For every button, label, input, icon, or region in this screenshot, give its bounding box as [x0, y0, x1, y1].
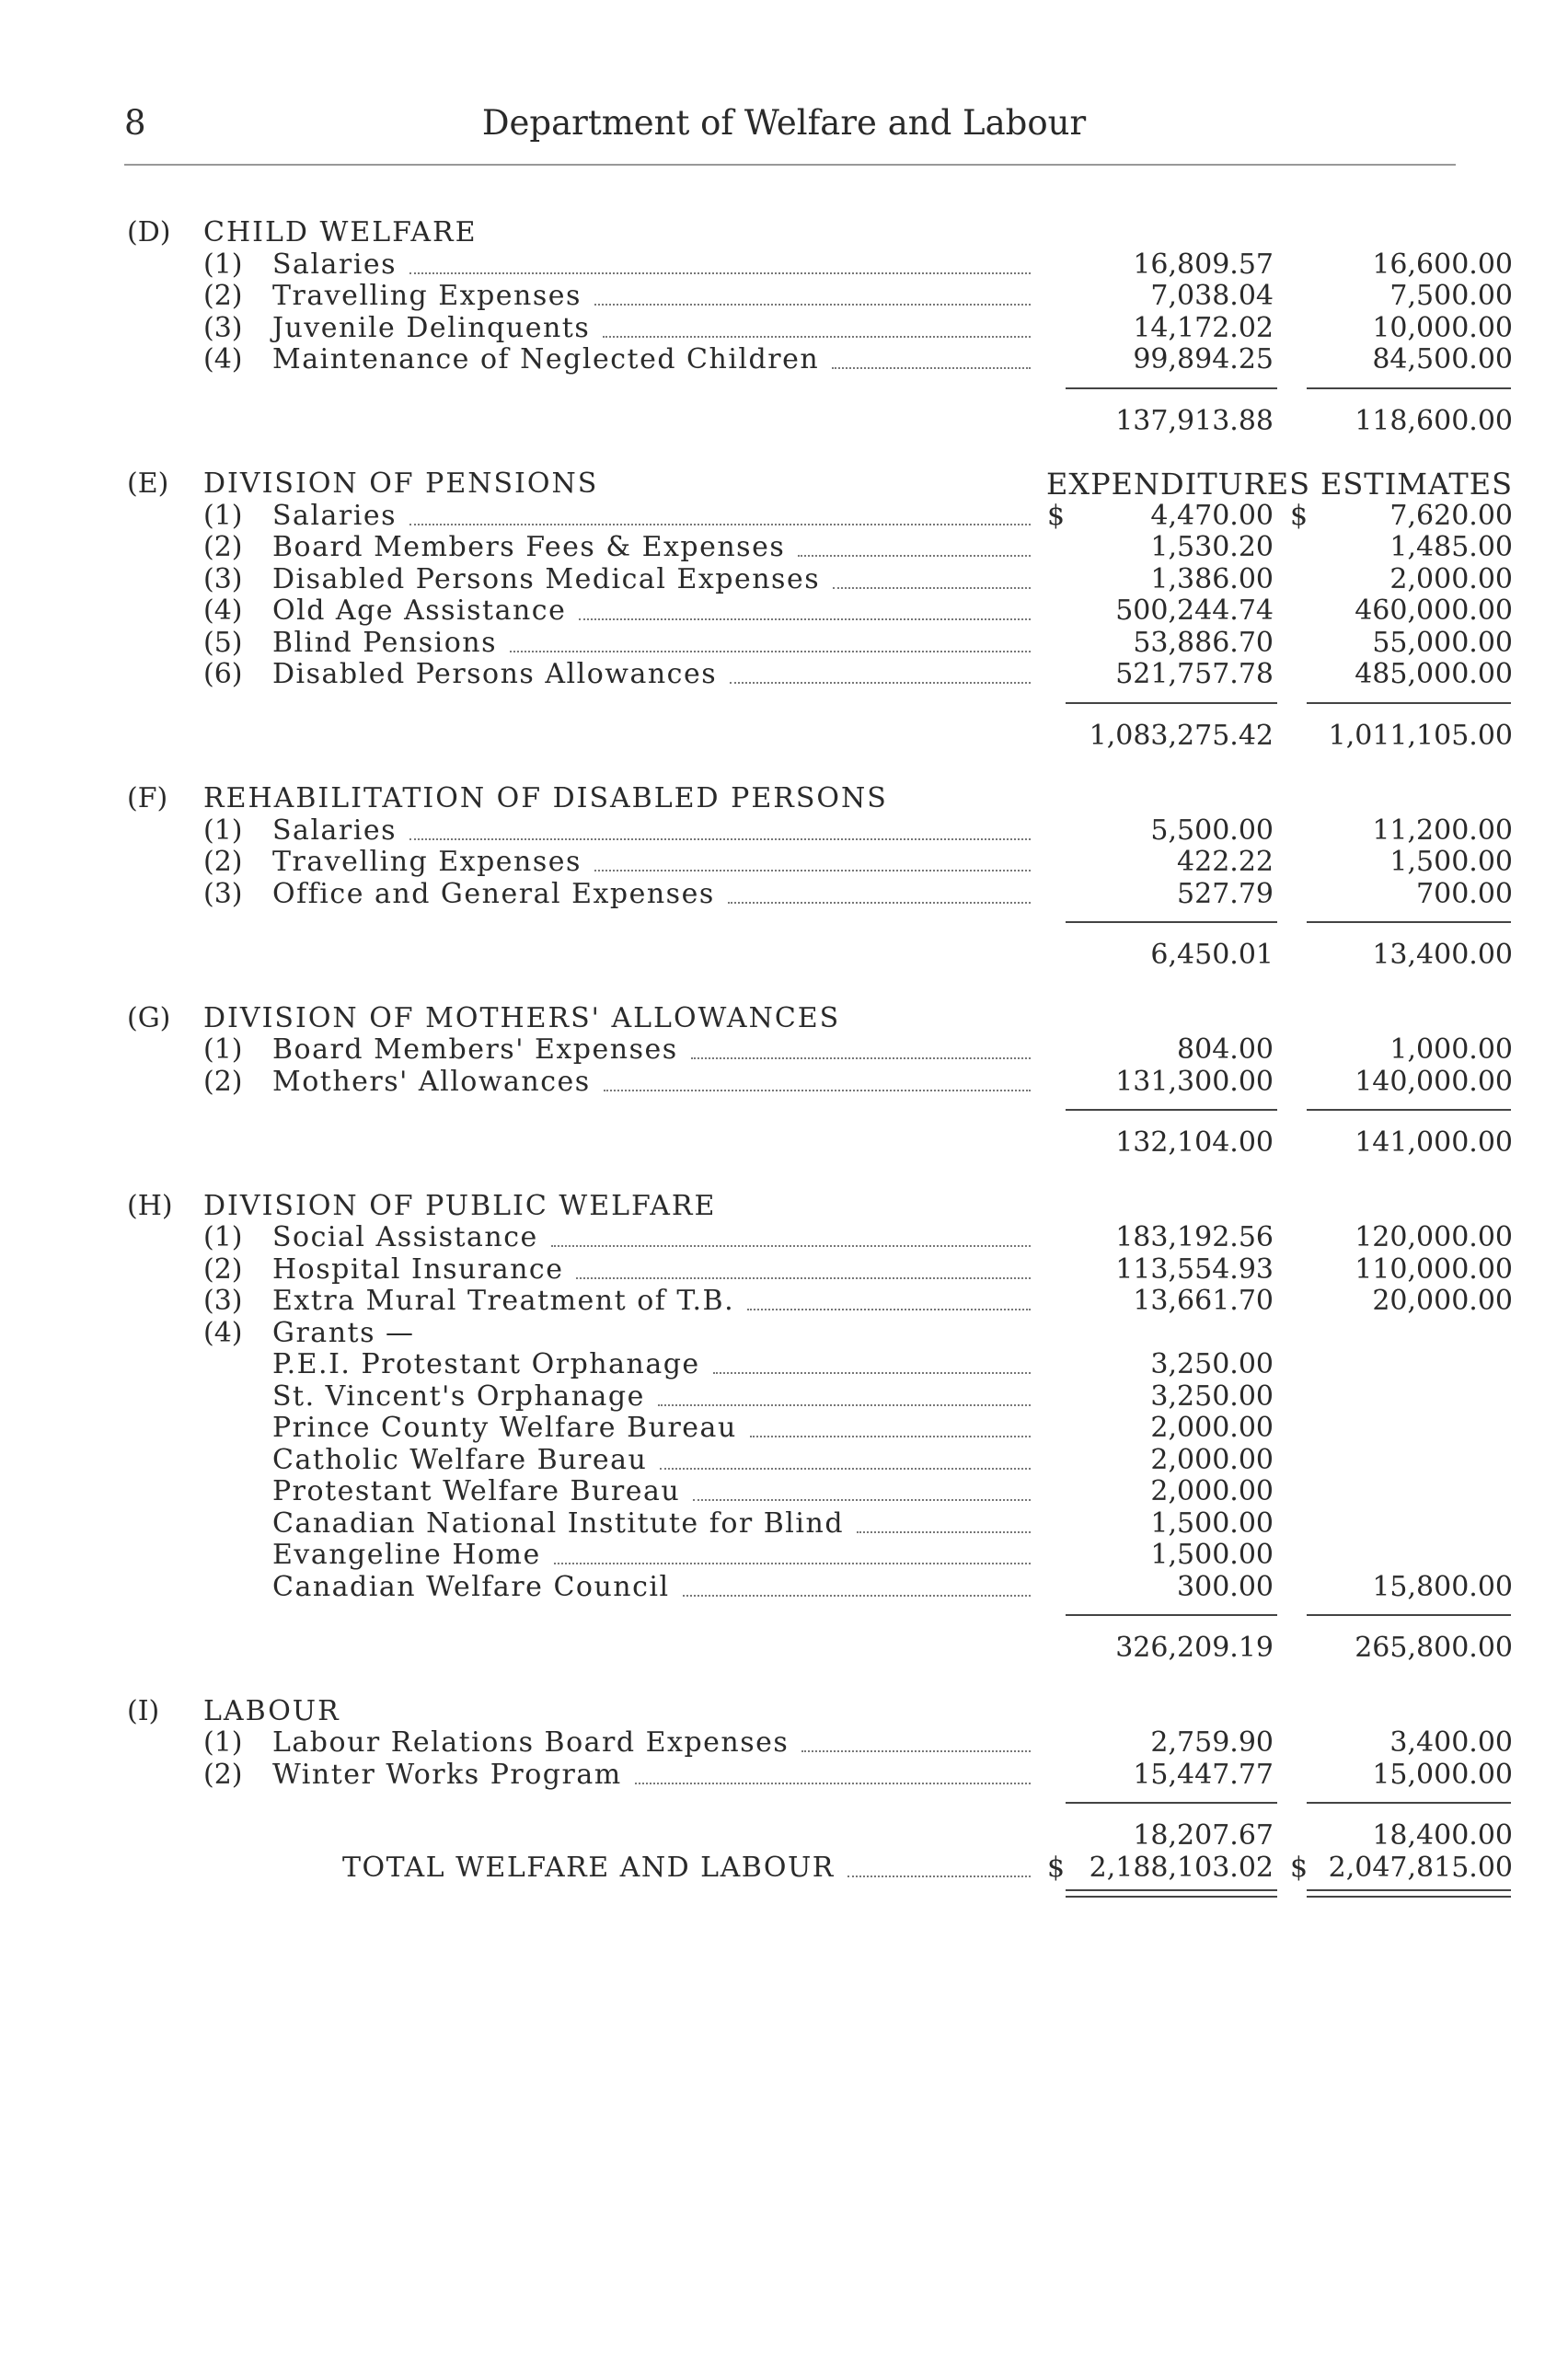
- item-number: (4): [203, 1316, 243, 1349]
- column-header-estimates: ESTIMATES: [1320, 467, 1513, 502]
- currency-symbol: $: [1047, 499, 1066, 532]
- section-total-expenditure: 326,209.19: [1115, 1632, 1274, 1664]
- section-total-expenditure: 6,450.01: [1150, 939, 1274, 971]
- list-item: [0, 628, 1568, 659]
- dot-leader: [683, 1595, 1031, 1597]
- subtotal-rule: [1066, 1614, 1277, 1616]
- dot-leader: [409, 272, 1031, 274]
- expenditure-value: 527.79: [1177, 877, 1274, 910]
- expenditure-value: 300.00: [1177, 1570, 1274, 1603]
- expenditure-value: 99,894.25: [1133, 343, 1274, 375]
- dot-leader: [857, 1531, 1031, 1533]
- expenditure-value: 804.00: [1177, 1033, 1274, 1066]
- item-number: (1): [203, 1221, 243, 1253]
- item-label: Labour Relations Board Expenses: [272, 1726, 790, 1759]
- section-total: [0, 1127, 1568, 1159]
- item-number: (2): [203, 280, 243, 312]
- list-item: [0, 815, 1568, 847]
- page-number: 8: [124, 103, 146, 143]
- item-label: Hospital Insurance: [272, 1252, 564, 1286]
- item-label: Disabled Persons Medical Expenses: [272, 562, 821, 595]
- item-label: Travelling Expenses: [272, 280, 582, 312]
- subtotal-rule: [1066, 1802, 1277, 1804]
- section-heading: [0, 468, 1568, 500]
- item-label: Catholic Welfare Bureau: [272, 1443, 648, 1476]
- item-number: (4): [203, 343, 243, 375]
- section-letter: (E): [127, 467, 169, 500]
- item-label: Disabled Persons Allowances: [272, 658, 718, 690]
- item-number: (1): [203, 1726, 243, 1759]
- dot-leader: [551, 1245, 1031, 1247]
- estimate-value: 460,000.00: [1355, 594, 1513, 627]
- grand-total-label: TOTAL WELFARE AND LABOUR: [342, 1851, 835, 1884]
- item-label: Prince County Welfare Bureau: [272, 1412, 737, 1444]
- dot-leader: [730, 682, 1031, 684]
- list-item: [0, 313, 1568, 344]
- expenditure-value: 53,886.70: [1133, 626, 1274, 659]
- section-heading: [0, 1191, 1568, 1222]
- expenditure-value: 422.22: [1177, 846, 1274, 878]
- currency-symbol: $: [1290, 1851, 1309, 1884]
- item-label: Protestant Welfare Bureau: [272, 1475, 681, 1507]
- list-item: [0, 532, 1568, 563]
- dot-leader: [713, 1372, 1031, 1374]
- estimate-value: 7,500.00: [1389, 280, 1513, 312]
- section-heading: [0, 1696, 1568, 1727]
- page-title: Department of Welfare and Labour: [481, 103, 1087, 143]
- item-label: P.E.I. Protestant Orphanage: [272, 1348, 700, 1380]
- list-item: [0, 1286, 1568, 1317]
- estimate-value: 10,000.00: [1372, 311, 1513, 344]
- expenditure-value: 521,757.78: [1115, 658, 1274, 690]
- dot-leader: [603, 336, 1031, 338]
- estimate-value: 20,000.00: [1372, 1285, 1513, 1317]
- item-label: Salaries: [272, 814, 398, 847]
- estimate-value: 3,400.00: [1389, 1726, 1513, 1759]
- expenditure-value: 16,809.57: [1133, 248, 1274, 281]
- list-item: [0, 1222, 1568, 1253]
- item-number: (4): [203, 594, 243, 627]
- dot-leader: [693, 1499, 1031, 1501]
- expenditure-value: 1,530.20: [1150, 531, 1274, 563]
- list-item: [0, 1034, 1568, 1066]
- dot-leader: [832, 367, 1031, 369]
- subtotal-rule: [1066, 387, 1277, 389]
- section-total-expenditure: 18,207.67: [1133, 1819, 1274, 1852]
- dot-leader: [801, 1750, 1031, 1752]
- estimate-value: 15,000.00: [1372, 1758, 1513, 1791]
- section-title: REHABILITATION OF DISABLED PERSONS: [203, 782, 888, 814]
- estimate-value: 1,500.00: [1389, 846, 1513, 878]
- list-item: [0, 879, 1568, 910]
- estimate-value: 110,000.00: [1355, 1252, 1513, 1286]
- item-number: (1): [203, 814, 243, 847]
- expenditure-value: 2,759.90: [1150, 1726, 1274, 1759]
- estimate-value: 15,800.00: [1372, 1570, 1513, 1603]
- list-item: [0, 344, 1568, 375]
- list-item: [0, 1318, 1568, 1349]
- dot-leader: [798, 555, 1031, 557]
- list-item: [0, 501, 1568, 532]
- dot-leader: [409, 524, 1031, 525]
- item-number: (2): [203, 1252, 243, 1286]
- list-item: [0, 249, 1568, 281]
- currency-symbol: $: [1290, 499, 1309, 532]
- expenditure-value: 183,192.56: [1115, 1221, 1274, 1253]
- item-label: Maintenance of Neglected Children: [272, 343, 820, 375]
- expenditure-value: 2,000.00: [1150, 1475, 1274, 1507]
- estimate-value: 2,000.00: [1389, 562, 1513, 595]
- section-title: CHILD WELFARE: [203, 216, 478, 248]
- section-heading: [0, 783, 1568, 814]
- section-total-expenditure: 132,104.00: [1115, 1126, 1274, 1159]
- subtotal-rule: [1307, 1614, 1511, 1616]
- list-item: [0, 281, 1568, 312]
- dot-leader: [691, 1057, 1031, 1059]
- grand-total-estimate: 2,047,815.00: [1328, 1851, 1513, 1884]
- expenditure-value: 1,500.00: [1150, 1506, 1274, 1540]
- expenditure-value: 7,038.04: [1150, 280, 1274, 312]
- section-heading: [0, 1003, 1568, 1034]
- section-total: [0, 1633, 1568, 1664]
- item-number: (3): [203, 311, 243, 344]
- section-letter: (G): [127, 1001, 171, 1034]
- item-label: Juvenile Delinquents: [272, 311, 591, 344]
- section-total-estimate: 265,800.00: [1355, 1632, 1513, 1664]
- section-title: DIVISION OF PUBLIC WELFARE: [203, 1189, 717, 1222]
- estimate-value: 55,000.00: [1372, 626, 1513, 659]
- section-total-estimate: 18,400.00: [1372, 1819, 1513, 1852]
- list-item: [0, 659, 1568, 690]
- list-item: [0, 1727, 1568, 1759]
- column-header-expenditures: EXPENDITURES: [1045, 467, 1310, 502]
- section-title: LABOUR: [203, 1694, 340, 1727]
- dot-leader: [510, 651, 1031, 652]
- expenditure-value: 3,250.00: [1150, 1348, 1274, 1380]
- subtotal-rule: [1066, 921, 1277, 923]
- expenditure-value: 1,386.00: [1150, 562, 1274, 595]
- item-label: Evangeline Home: [272, 1539, 541, 1571]
- dot-leader: [728, 902, 1031, 904]
- subtotal-rule: [1066, 1109, 1277, 1111]
- section-total-estimate: 13,400.00: [1372, 939, 1513, 971]
- item-label: Extra Mural Treatment of T.B.: [272, 1285, 735, 1317]
- section-letter: (D): [127, 216, 171, 248]
- subtotal-rule: [1307, 1109, 1511, 1111]
- list-item: [0, 1349, 1568, 1380]
- estimate-value: 140,000.00: [1355, 1065, 1513, 1098]
- item-label: Board Members Fees & Expenses: [272, 531, 786, 563]
- section-total-expenditure: 137,913.88: [1115, 404, 1274, 437]
- estimate-value: 84,500.00: [1372, 343, 1513, 375]
- section-title: DIVISION OF MOTHERS' ALLOWANCES: [203, 1001, 841, 1034]
- item-number: (3): [203, 1285, 243, 1317]
- dot-leader: [594, 870, 1031, 871]
- dot-leader: [747, 1309, 1031, 1310]
- expenditure-value: 2,000.00: [1150, 1443, 1274, 1476]
- item-label: Social Assistance: [272, 1221, 538, 1253]
- item-label: St. Vincent's Orphanage: [272, 1379, 645, 1413]
- section-letter: (F): [127, 782, 168, 814]
- section-heading: [0, 217, 1568, 248]
- list-item: [0, 1760, 1568, 1791]
- section-total: [0, 1820, 1568, 1852]
- estimate-value: 120,000.00: [1355, 1221, 1513, 1253]
- estimate-value: 7,620.00: [1389, 499, 1513, 532]
- dot-leader: [635, 1783, 1031, 1784]
- grand-total-row: [0, 1852, 1568, 1884]
- expenditure-value: 2,000.00: [1150, 1412, 1274, 1444]
- list-item: [0, 1572, 1568, 1603]
- subtotal-rule: [1307, 1802, 1511, 1804]
- item-number: (3): [203, 562, 243, 595]
- item-number: (1): [203, 499, 243, 532]
- section-total-estimate: 1,011,105.00: [1328, 719, 1513, 752]
- list-item: [0, 1067, 1568, 1098]
- section-title: DIVISION OF PENSIONS: [203, 467, 599, 500]
- section-letter: (I): [127, 1694, 160, 1727]
- item-number: (5): [203, 626, 243, 659]
- section-total: [0, 940, 1568, 971]
- subtotal-rule: [1066, 702, 1277, 704]
- item-number: (2): [203, 1758, 243, 1791]
- item-label: Mothers' Allowances: [272, 1065, 591, 1098]
- dot-leader: [409, 838, 1031, 840]
- item-label: Office and General Expenses: [272, 877, 715, 910]
- section-letter: (H): [127, 1189, 173, 1222]
- list-item: [0, 1540, 1568, 1571]
- expenditure-value: 15,447.77: [1133, 1758, 1274, 1791]
- dot-leader: [847, 1875, 1031, 1877]
- subtotal-rule: [1307, 921, 1511, 923]
- list-item: [0, 1254, 1568, 1286]
- item-label: Blind Pensions: [272, 626, 497, 659]
- item-label: Old Age Assistance: [272, 594, 567, 627]
- double-rule: [1307, 1889, 1511, 1898]
- list-item: [0, 1413, 1568, 1444]
- item-label: Grants —: [272, 1316, 415, 1349]
- expenditure-value: 500,244.74: [1115, 594, 1274, 627]
- section-total-estimate: 141,000.00: [1355, 1126, 1513, 1159]
- item-label: Winter Works Program: [272, 1758, 622, 1791]
- dot-leader: [660, 1468, 1031, 1470]
- item-label: Salaries: [272, 248, 398, 281]
- grand-total-expenditure: 2,188,103.02: [1089, 1851, 1274, 1884]
- subtotal-rule: [1307, 387, 1511, 389]
- estimate-value: 485,000.00: [1355, 658, 1513, 690]
- section-total: [0, 721, 1568, 752]
- item-label: Canadian National Institute for Blind: [272, 1506, 845, 1540]
- expenditure-value: 4,470.00: [1150, 499, 1274, 532]
- double-rule: [1066, 1889, 1277, 1898]
- list-item: [0, 564, 1568, 595]
- item-number: (2): [203, 1065, 243, 1098]
- section-total-expenditure: 1,083,275.42: [1089, 719, 1274, 752]
- dot-leader: [554, 1563, 1031, 1564]
- item-number: (6): [203, 658, 243, 690]
- estimate-value: 1,485.00: [1389, 531, 1513, 563]
- expenditure-value: 14,172.02: [1133, 311, 1274, 344]
- item-label: Travelling Expenses: [272, 846, 582, 878]
- expenditure-value: 3,250.00: [1150, 1379, 1274, 1413]
- dot-leader: [833, 587, 1031, 589]
- list-item: [0, 1476, 1568, 1507]
- list-item: [0, 595, 1568, 627]
- item-number: (3): [203, 877, 243, 910]
- dot-leader: [579, 618, 1031, 620]
- expenditure-value: 113,554.93: [1115, 1252, 1274, 1286]
- section-total-estimate: 118,600.00: [1355, 404, 1513, 437]
- estimate-value: 11,200.00: [1372, 814, 1513, 847]
- currency-symbol: $: [1047, 1851, 1066, 1884]
- list-item: [0, 1445, 1568, 1476]
- item-number: (2): [203, 531, 243, 563]
- item-number: (1): [203, 248, 243, 281]
- dot-leader: [576, 1277, 1031, 1279]
- section-total: [0, 406, 1568, 437]
- item-label: Board Members' Expenses: [272, 1033, 678, 1066]
- list-item: [0, 847, 1568, 878]
- subtotal-rule: [1307, 702, 1511, 704]
- expenditure-value: 5,500.00: [1150, 814, 1274, 847]
- item-number: (1): [203, 1033, 243, 1066]
- header-rule: [124, 164, 1456, 166]
- dot-leader: [750, 1436, 1031, 1437]
- estimate-value: 16,600.00: [1372, 248, 1513, 281]
- dot-leader: [604, 1090, 1031, 1091]
- dot-leader: [658, 1404, 1031, 1406]
- item-label: Canadian Welfare Council: [272, 1570, 670, 1603]
- expenditure-value: 13,661.70: [1133, 1285, 1274, 1317]
- estimate-value: 700.00: [1416, 877, 1513, 910]
- list-item: [0, 1508, 1568, 1540]
- expenditure-value: 131,300.00: [1115, 1065, 1274, 1098]
- item-number: (2): [203, 846, 243, 878]
- expenditure-value: 1,500.00: [1150, 1539, 1274, 1571]
- estimate-value: 1,000.00: [1389, 1033, 1513, 1066]
- list-item: [0, 1381, 1568, 1413]
- dot-leader: [594, 304, 1031, 306]
- item-label: Salaries: [272, 499, 398, 532]
